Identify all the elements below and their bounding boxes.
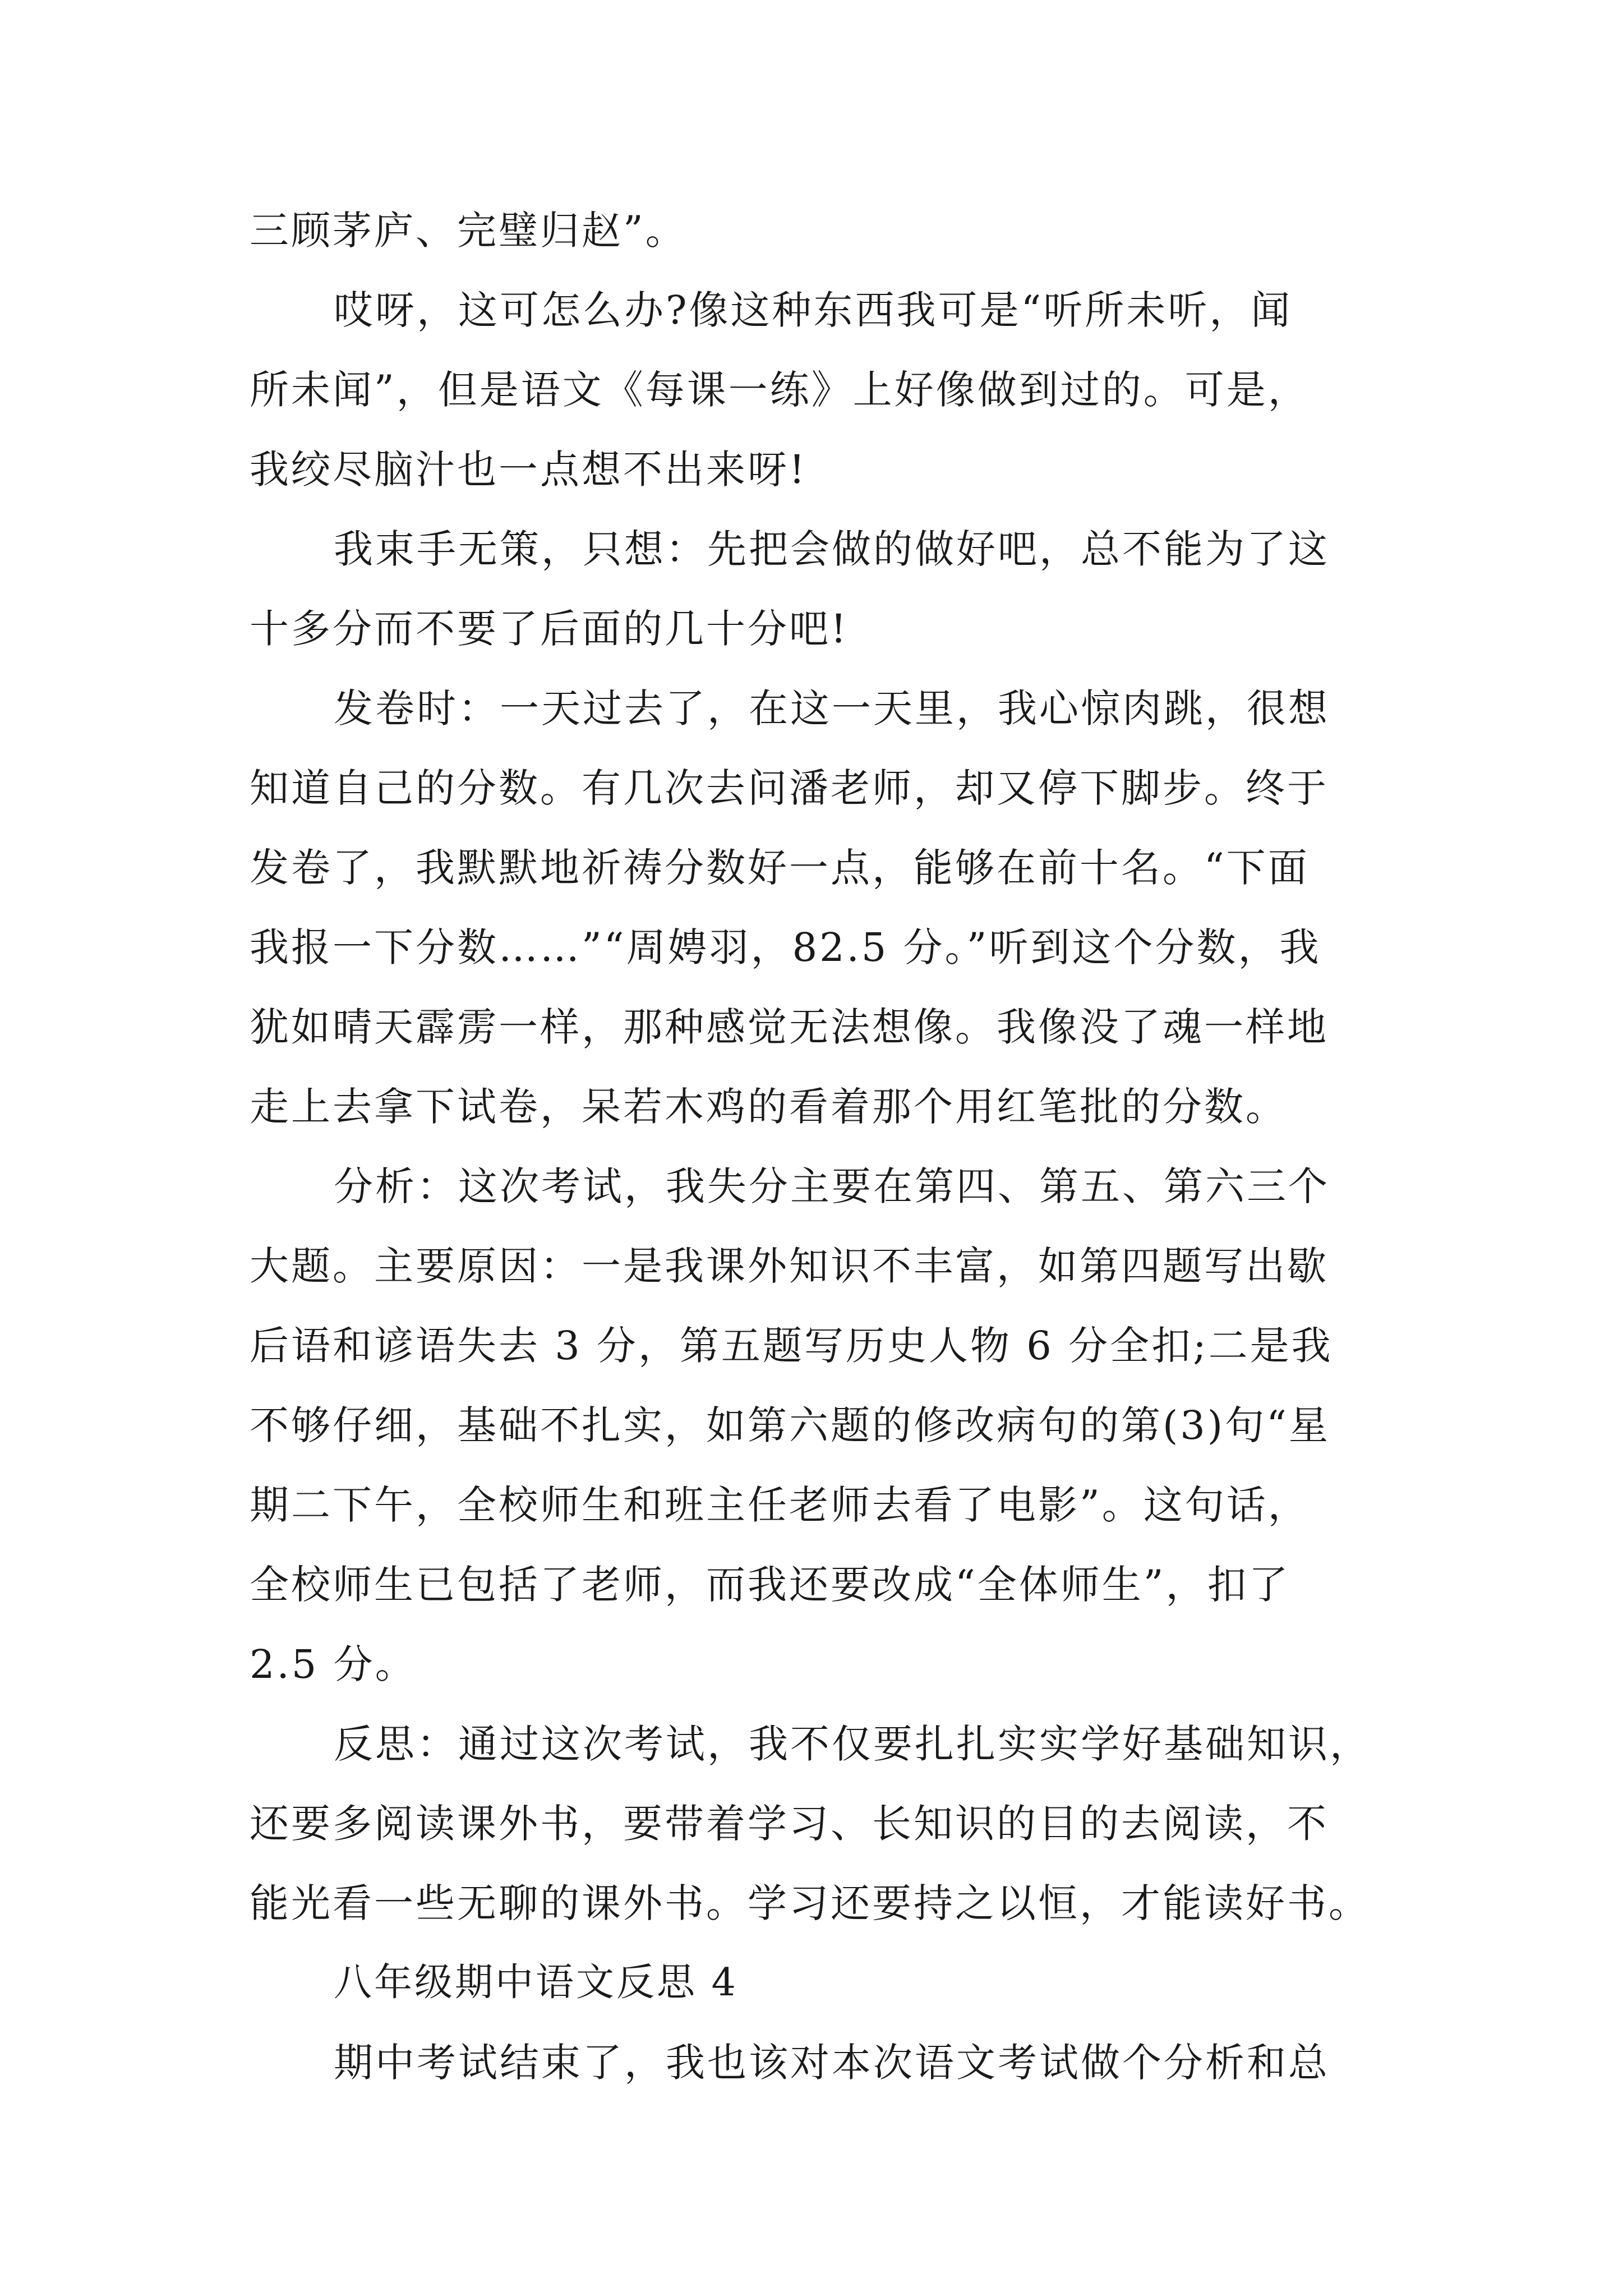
text-line: 我绞尽脑汁也一点想不出来呀! bbox=[250, 447, 808, 493]
text-line: 我束手无策，只想：先把会做的做好吧，总不能为了这 bbox=[334, 526, 1330, 572]
text-line: 能光看一些无聊的课外书。学习还要持之以恒，才能读好书。 bbox=[250, 1880, 1370, 1926]
text-line: 期二下午，全校师生和班主任老师去看了电影”。这句话， bbox=[250, 1482, 1310, 1528]
text-line: 所未闻”，但是语文《每课一练》上好像做到过的。可是， bbox=[250, 367, 1310, 413]
text-line: 犹如晴天霹雳一样，那种感觉无法想像。我像没了魂一样地 bbox=[250, 1004, 1329, 1050]
text-line: 大题。主要原因：一是我课外知识不丰富，如第四题写出歇 bbox=[250, 1243, 1329, 1289]
text-line: 全校师生已包括了老师，而我还要改成“全体师生”，扣了 bbox=[250, 1562, 1290, 1608]
text-line: 哎呀，这可怎么办?像这种东西我可是“听所未听，闻 bbox=[334, 287, 1293, 333]
text-line: 不够仔细，基础不扎实，如第六题的修改病句的第(3)句“星 bbox=[250, 1402, 1330, 1448]
text-line: 走上去拿下试卷，呆若木鸡的看着那个用红笔批的分数。 bbox=[250, 1084, 1287, 1130]
text-line: 期中考试结束了，我也该对本次语文考试做个分析和总 bbox=[334, 2040, 1330, 2086]
text-line: 后语和谚语失去 3 分，第五题写历史人物 6 分全扣;二是我 bbox=[250, 1323, 1333, 1369]
text-line: 发卷时：一天过去了，在这一天里，我心惊肉跳，很想 bbox=[334, 685, 1330, 731]
text-line: 还要多阅读课外书，要带着学习、长知识的目的去阅读，不 bbox=[250, 1801, 1329, 1847]
text-line: 我报一下分数……”“周娉羽，82.5 分。”听到这个分数，我 bbox=[250, 924, 1321, 970]
body-text bbox=[250, 191, 1388, 2102]
text-line: 发卷了，我默默地祈祷分数好一点，能够在前十名。“下面 bbox=[250, 845, 1310, 891]
text-line: 反思：通过这次考试，我不仅要扎扎实实学好基础知识， bbox=[334, 1721, 1371, 1767]
text-line: 2.5 分。 bbox=[250, 1641, 417, 1687]
text-line: 三顾茅庐、完璧归赵”。 bbox=[250, 208, 687, 254]
text-line: 知道自己的分数。有几次去问潘老师，却又停下脚步。终于 bbox=[250, 765, 1329, 811]
text-line: 十多分而不要了后面的几十分吧! bbox=[250, 606, 849, 652]
section-heading: 八年级期中语文反思 4 bbox=[334, 1961, 738, 2005]
text-line: 分析：这次考试，我失分主要在第四、第五、第六三个 bbox=[334, 1163, 1330, 1209]
